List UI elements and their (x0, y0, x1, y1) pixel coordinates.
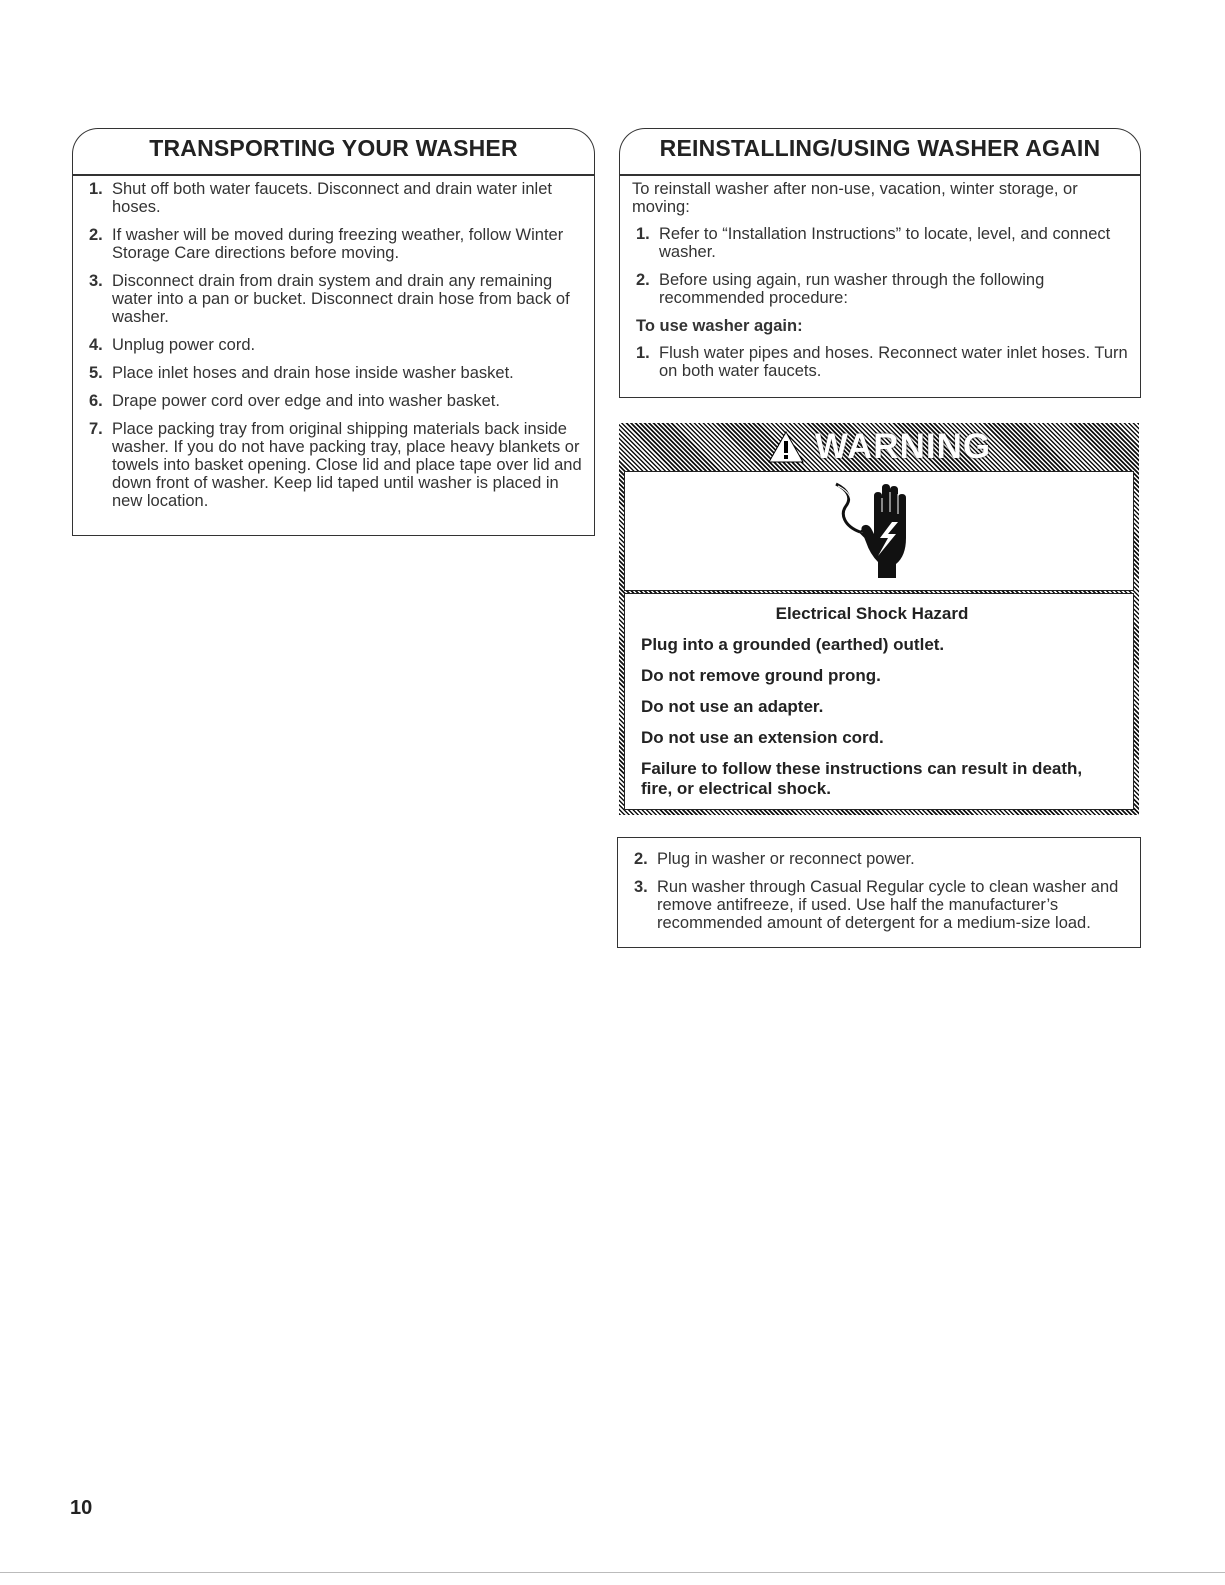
list-item: 6. Drape power cord over edge and into washer basket. (89, 392, 500, 410)
warning-title-text: WARNING (814, 427, 992, 466)
bottom-rule (0, 1572, 1225, 1573)
list-item: 2. Plug in washer or reconnect power. (634, 850, 915, 868)
list-item: 5. Place inlet hoses and drain hose inside washer basket. (89, 364, 514, 382)
list-item: 1. Shut off both water faucets. Disconnect and drain water inlet hoses. (89, 180, 552, 216)
list-item: 1. Refer to “Installation Instructions” to locate, level, and connect washer. (636, 225, 1111, 261)
page-number: 10 (70, 1497, 93, 1519)
list-item: 4. Unplug power cord. (89, 336, 256, 354)
transport-section (72, 128, 595, 536)
reinstall-box (619, 174, 1141, 398)
warning-box (619, 423, 1139, 815)
transport-title: TRANSPORTING YOUR WASHER (149, 135, 518, 161)
electrical-shock-hand-icon (830, 476, 930, 586)
list-item: 3. Disconnect drain from drain system and drain any remaining water into a pan or bucket. Disconnect drain hose from back of washer. (89, 272, 570, 326)
warning-header (619, 423, 1139, 471)
list-item: 2. If washer will be moved during freezing weather, follow Winter Storage Care directions before moving. (89, 226, 564, 262)
warning-triangle-icon (767, 430, 805, 464)
list-item: 1. Flush water pipes and hoses. Reconnect water inlet hoses. Turn on both water faucets. (636, 344, 1128, 380)
warning-line: Do not use an extension cord. (641, 728, 884, 747)
list-item: 2. Before using again, run washer through the following recommended procedure: (636, 271, 1045, 307)
reinstall-title: REINSTALLING/USING WASHER AGAIN (659, 135, 1101, 161)
after-warning-box (617, 837, 1141, 948)
warning-hazard: Electrical Shock Hazard (775, 604, 969, 623)
warning-line: Do not remove ground prong. (641, 666, 881, 685)
reinstall-subheading: To use washer again: (636, 317, 803, 335)
reinstall-intro: To reinstall washer after non-use, vacation, winter storage, or moving: (632, 180, 1078, 216)
transport-box (72, 174, 595, 536)
warning-line: Do not use an adapter. (641, 697, 824, 716)
reinstall-tab (619, 128, 1141, 175)
after-warning-steps (618, 850, 1140, 932)
transport-tab (72, 128, 595, 175)
warning-icon-panel (624, 471, 1134, 591)
warning-line: Failure to follow these instructions can result in death, fire, or electrical shock. (641, 759, 1083, 798)
reinstall-section (619, 128, 1141, 398)
warning-text-panel (624, 593, 1134, 810)
use-steps (620, 344, 1132, 380)
warning-line: Plug into a grounded (earthed) outlet. (641, 635, 945, 654)
warning-title (767, 427, 991, 467)
reinstall-steps (620, 225, 1132, 307)
list-item: 3. Run washer through Casual Regular cycle to clean washer and remove antifreeze, if used. Use half the manufacturer’s recommended amount of detergent for a medium-size load. (634, 878, 1119, 932)
list-item: 7. Place packing tray from original shipping materials back inside washer. If you do not have packing tray, place heavy blankets or towels into basket opening. Close lid and place tape over lid and down front of washer. Keep lid taped until washer is placed in new location. (89, 420, 582, 510)
transport-steps (73, 174, 594, 510)
